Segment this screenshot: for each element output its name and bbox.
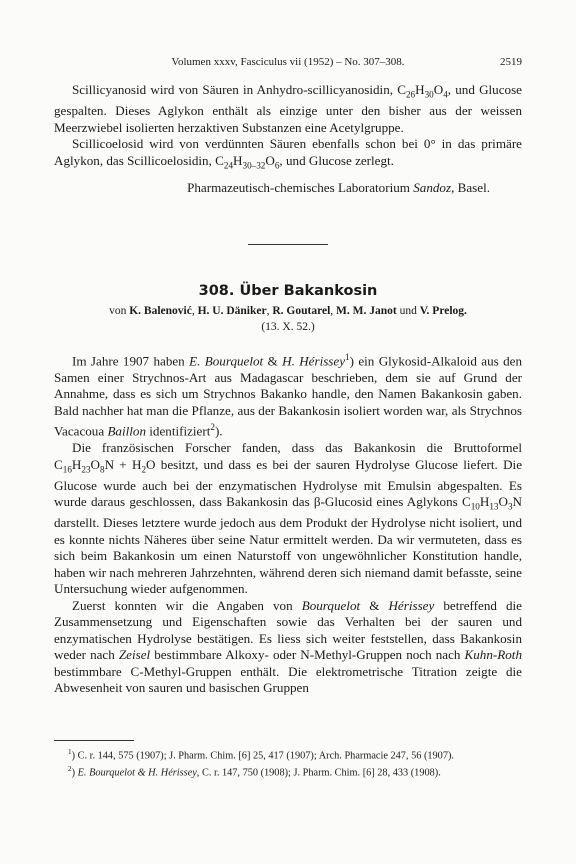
footnote-2: $^2$) E. Bourquelot & H. Hérissey, C. r. 147, 750 (1908); J. Pharm. Chim. [6] 28, 433 (1908). bbox=[68, 764, 441, 779]
author: R. Goutarel bbox=[272, 305, 331, 317]
intro-paragraph-1: Scillicyanosid wird von Säuren in Anhydro-scillicyanosidin, $C_{26}H_{30}O_4$, und Glucose gespalten. Dieses Aglykon enthält als einzige unter den bisher aus der weissen Meerzwiebel isolierten herzaktiven Substanzen eine Acetylgruppe. bbox=[54, 82, 522, 135]
intro-text bbox=[54, 82, 522, 196]
footnotes bbox=[54, 746, 522, 779]
running-head: Volumen xxxv, Fasciculus vii (1952) – No. 307–308. bbox=[171, 56, 405, 68]
laboratory-affiliation: Pharmazeutisch-chemisches Laboratorium Sandoz, Basel. bbox=[187, 179, 490, 195]
footnote-1: $^1$) C. r. 144, 575 (1907); J. Pharm. Chim. [6] 25, 417 (1907); Arch. Pharmacie 247, 56 (1907). bbox=[68, 748, 454, 762]
section-divider bbox=[248, 244, 328, 245]
author: V. Prelog. bbox=[419, 305, 467, 317]
page-number: 2519 bbox=[500, 56, 522, 68]
body-paragraph-3: Zuerst konnten wir die Angaben von Bourquelot & Hérissey betreffend die Zusammensetzung und Eigenschaften sowie das Verhalten bei der sauren und enzymatischen Hydrolyse bestätigen. Es liess sich weiter feststellen, dass Bakankosin weder nach Zeisel bestimmbare Alkoxy- oder N-Methyl-Gruppen noch nach Kuhn-Roth bestimmbare C-Methyl-Gruppen enthält. Die elektrometrische Titration zeigte die Abwesenheit von sauren und basischen Gruppen bbox=[54, 597, 522, 696]
footnote-ref: 2 bbox=[210, 422, 215, 433]
author-list: von K. Balenović, H. U. Däniker, R. Goutarel, M. M. Janot und V. Prelog. bbox=[109, 305, 467, 317]
article-body bbox=[54, 349, 522, 697]
author: H. U. Däniker bbox=[197, 305, 267, 317]
running-header bbox=[54, 56, 522, 74]
author: M. M. Janot bbox=[336, 305, 397, 317]
author: K. Balenović bbox=[129, 305, 192, 317]
footnote-ref: 1 bbox=[345, 352, 350, 362]
body-paragraph-1: Im Jahre 1907 haben E. Bourquelot & H. Hérissey$^1$) ein Glykosid-Alkaloid aus den Samen einer Strychnos-Art aus Madagascar beschrieben, dem sie auf Grund der Annahme, dass es sich um Strychnos Bakanko handle, den Namen Bakankosin gaben. Bald nachher hat man die Pflanze, aus der Bakankosin isoliert worden war, als Strychnos Vacacoua Baillon identifiziert$^2$). bbox=[54, 352, 522, 439]
body-paragraph-2: Die französischen Forscher fanden, dass das Bakankosin die Bruttoformel $C_{16}H_{23}O_8N + H_2O$ besitzt, und dass es bei der sauren Hydrolyse Glucose liefert. Die Glucose wurde auch bei der enzymatischen Hydrolyse mit Emulsin abgespalten. Es wurde daraus geschlossen, dass Bakankosin das β-Glucosid eines Aglykons $C_{10}H_{13}O_3N$ darstellt. Dieses letztere wurde jedoch aus dem Produkt der Hydrolyse nicht isoliert, und es konnte nichts Näheres über seine Natur ermittelt werden. Da wir vermuteten, dass es sich beim Bakankosin um einen Naturstoff von ungewöhnlicher Konstitution handle, haben wir nach mehreren Jahrzehnten, während deren sich niemand damit befasste, seine Untersuchung wieder aufgenommen. bbox=[54, 440, 523, 597]
article-title: 308. Über Bakankosin bbox=[198, 283, 378, 299]
received-date: (13. X. 52.) bbox=[261, 321, 315, 333]
intro-paragraph-2: Scillicoelosid wird von verdünnten Säuren ebenfalls schon bei 0° in das primäre Aglykon, das Scillicoelosidin, $C_{24}H_{30-32}O_6$, und Glucose zerlegt. bbox=[54, 136, 522, 171]
footnote-divider bbox=[54, 740, 134, 741]
